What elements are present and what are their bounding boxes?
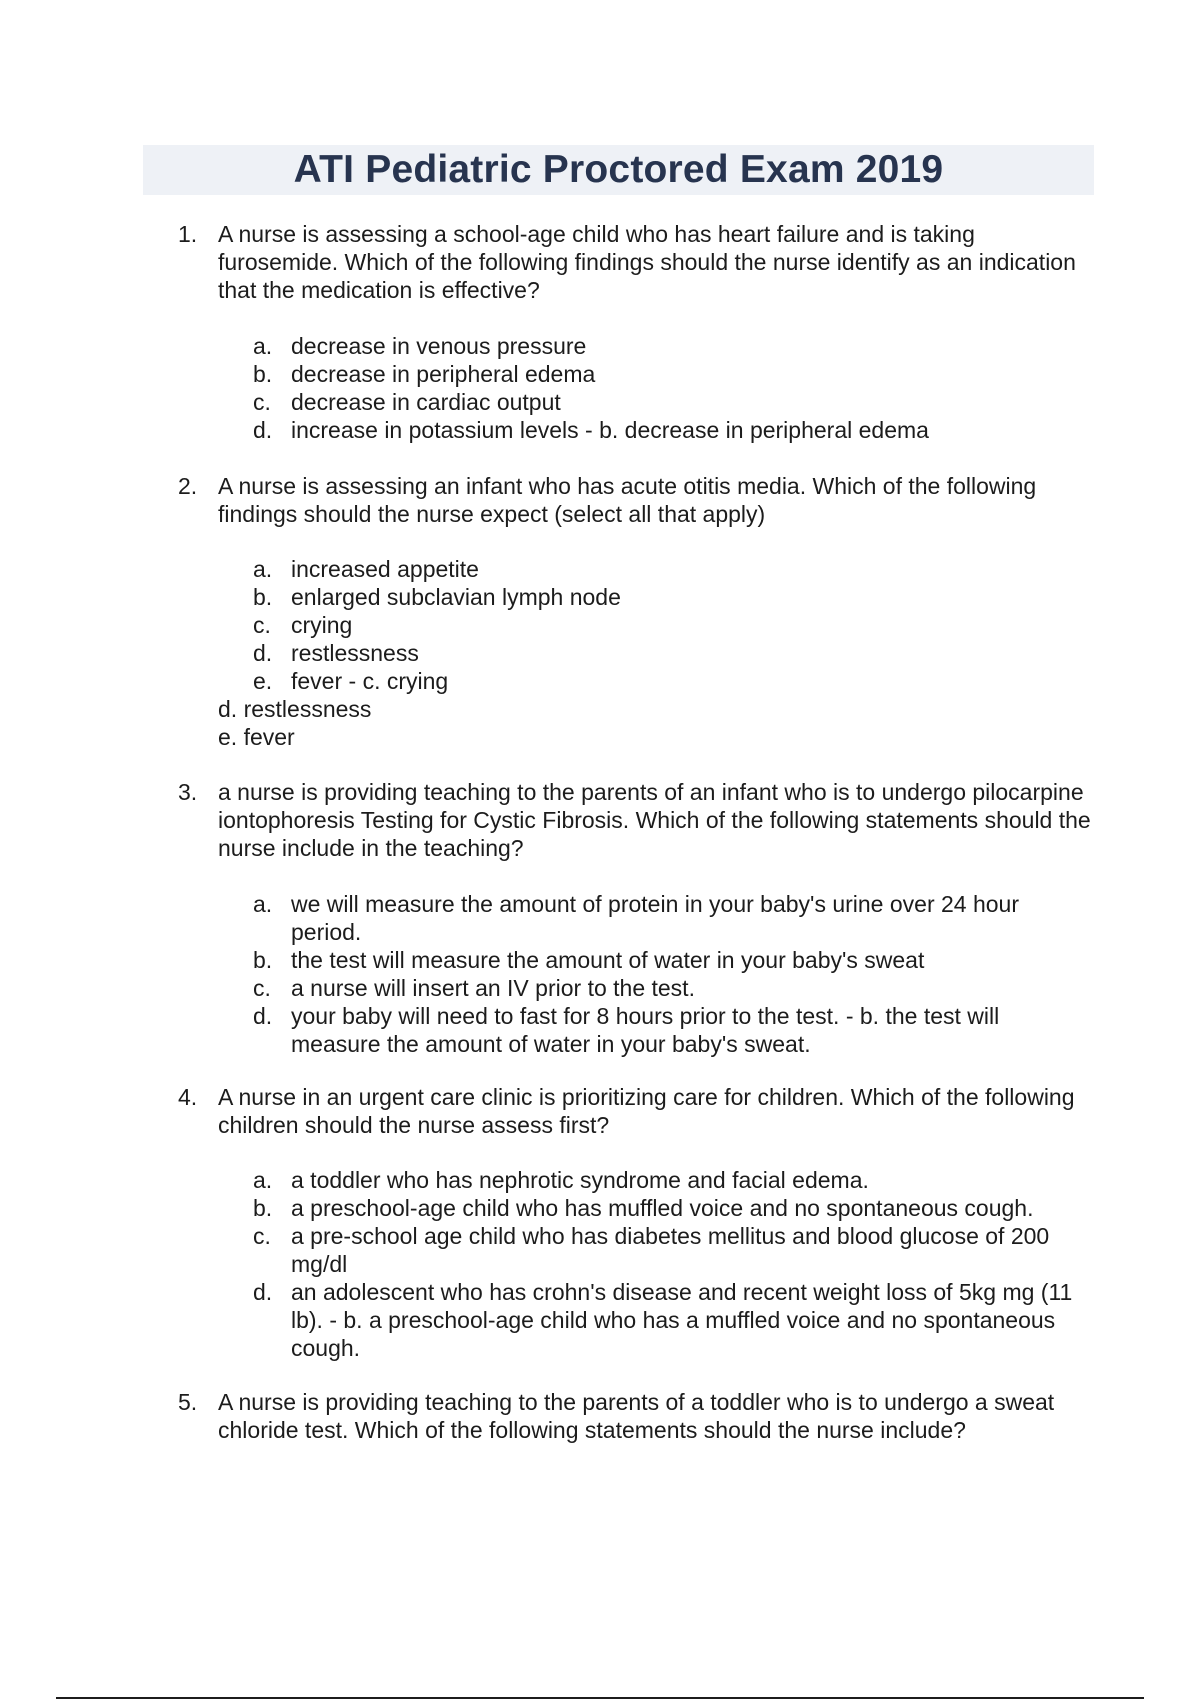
option-item — [253, 360, 1093, 388]
option-letter: d. — [253, 1003, 273, 1029]
option-text: restlessness — [291, 640, 419, 666]
question-5 — [178, 1388, 1098, 1444]
option-text: a toddler who has nephrotic syndrome and facial edema. — [291, 1167, 869, 1193]
question-2 — [178, 472, 1098, 528]
option-letter: c. — [253, 975, 271, 1001]
option-text: decrease in peripheral edema — [291, 361, 596, 387]
question-text: a nurse is providing teaching to the parents of an infant who is to undergo pilocarpine iontophoresis Testing for Cystic Fibrosis. Which of the following statements should the nurse include in the teaching? — [218, 779, 1091, 861]
option-item — [253, 1002, 1093, 1058]
option-item — [253, 332, 1093, 360]
option-item — [253, 974, 1093, 1002]
question-number: 4. — [178, 1084, 198, 1110]
option-item — [253, 555, 1093, 583]
option-letter: b. — [253, 584, 273, 610]
option-letter: c. — [253, 1223, 271, 1249]
option-item — [253, 1166, 1093, 1194]
question-number: 1. — [178, 221, 198, 247]
option-item — [253, 1194, 1093, 1222]
question-number: 3. — [178, 779, 198, 805]
extra-line: e. fever — [218, 724, 295, 750]
option-text: a nurse will insert an IV prior to the test. — [291, 975, 695, 1001]
option-letter: b. — [253, 947, 273, 973]
option-letter: d. — [253, 1279, 273, 1305]
question-text: A nurse is assessing an infant who has acute otitis media. Which of the following findings should the nurse expect (select all that apply) — [218, 473, 1037, 527]
option-letter: a. — [253, 891, 273, 917]
option-item — [253, 667, 1093, 695]
option-text: an adolescent who has crohn's disease and recent weight loss of 5kg mg (11 lb). - b. a preschool-age child who has a muffled voice and no spontaneous cough. — [291, 1279, 1073, 1361]
option-item — [253, 416, 1093, 444]
extra-line: d. restlessness — [218, 696, 372, 722]
option-text: decrease in venous pressure — [291, 333, 587, 359]
option-item — [253, 946, 1093, 974]
bottom-divider — [56, 1697, 1144, 1699]
option-letter: d. — [253, 640, 273, 666]
option-item — [253, 1222, 1093, 1278]
option-text: your baby will need to fast for 8 hours prior to the test. - b. the test will measure the amount of water in your baby's sweat. — [291, 1003, 1000, 1057]
option-letter: a. — [253, 556, 273, 582]
question-1 — [178, 220, 1098, 304]
option-text: increase in potassium levels - b. decrease in peripheral edema — [291, 417, 929, 443]
option-text: increased appetite — [291, 556, 479, 582]
option-letter: a. — [253, 333, 273, 359]
option-item — [253, 583, 1093, 611]
question-4-options — [253, 1166, 1093, 1362]
option-item — [253, 1278, 1093, 1362]
question-2-extra — [218, 695, 371, 751]
question-number: 2. — [178, 473, 198, 499]
question-text: A nurse in an urgent care clinic is prioritizing care for children. Which of the following children should the nurse assess first? — [218, 1084, 1075, 1138]
option-text: a preschool-age child who has muffled voice and no spontaneous cough. — [291, 1195, 1034, 1221]
option-text: decrease in cardiac output — [291, 389, 561, 415]
question-3 — [178, 778, 1098, 862]
option-text: fever - c. crying — [291, 668, 449, 694]
option-letter: c. — [253, 389, 271, 415]
option-letter: a. — [253, 1167, 273, 1193]
option-item — [253, 388, 1093, 416]
option-item — [253, 890, 1093, 946]
option-item — [253, 611, 1093, 639]
question-1-options — [253, 332, 1093, 444]
question-4 — [178, 1083, 1098, 1139]
question-text: A nurse is assessing a school-age child who has heart failure and is taking furosemide. Which of the following findings should the nurse identify as an indication that the medication is effective? — [218, 221, 1076, 303]
option-text: a pre-school age child who has diabetes mellitus and blood glucose of 200 mg/dl — [291, 1223, 1050, 1277]
option-text: the test will measure the amount of water in your baby's sweat — [291, 947, 925, 973]
question-text: A nurse is providing teaching to the parents of a toddler who is to undergo a sweat chloride test. Which of the following statements should the nurse include? — [218, 1389, 1055, 1443]
option-letter: c. — [253, 612, 271, 638]
question-number: 5. — [178, 1389, 198, 1415]
option-text: enlarged subclavian lymph node — [291, 584, 621, 610]
question-2-options — [253, 555, 1093, 695]
option-item — [253, 639, 1093, 667]
option-letter: e. — [253, 668, 273, 694]
page-title: ATI Pediatric Proctored Exam 2019 — [293, 148, 944, 191]
option-letter: b. — [253, 361, 273, 387]
option-letter: b. — [253, 1195, 273, 1221]
question-3-options — [253, 890, 1093, 1058]
option-text: crying — [291, 612, 353, 638]
option-letter: d. — [253, 417, 273, 443]
option-text: we will measure the amount of protein in your baby's urine over 24 hour period. — [291, 891, 1020, 945]
